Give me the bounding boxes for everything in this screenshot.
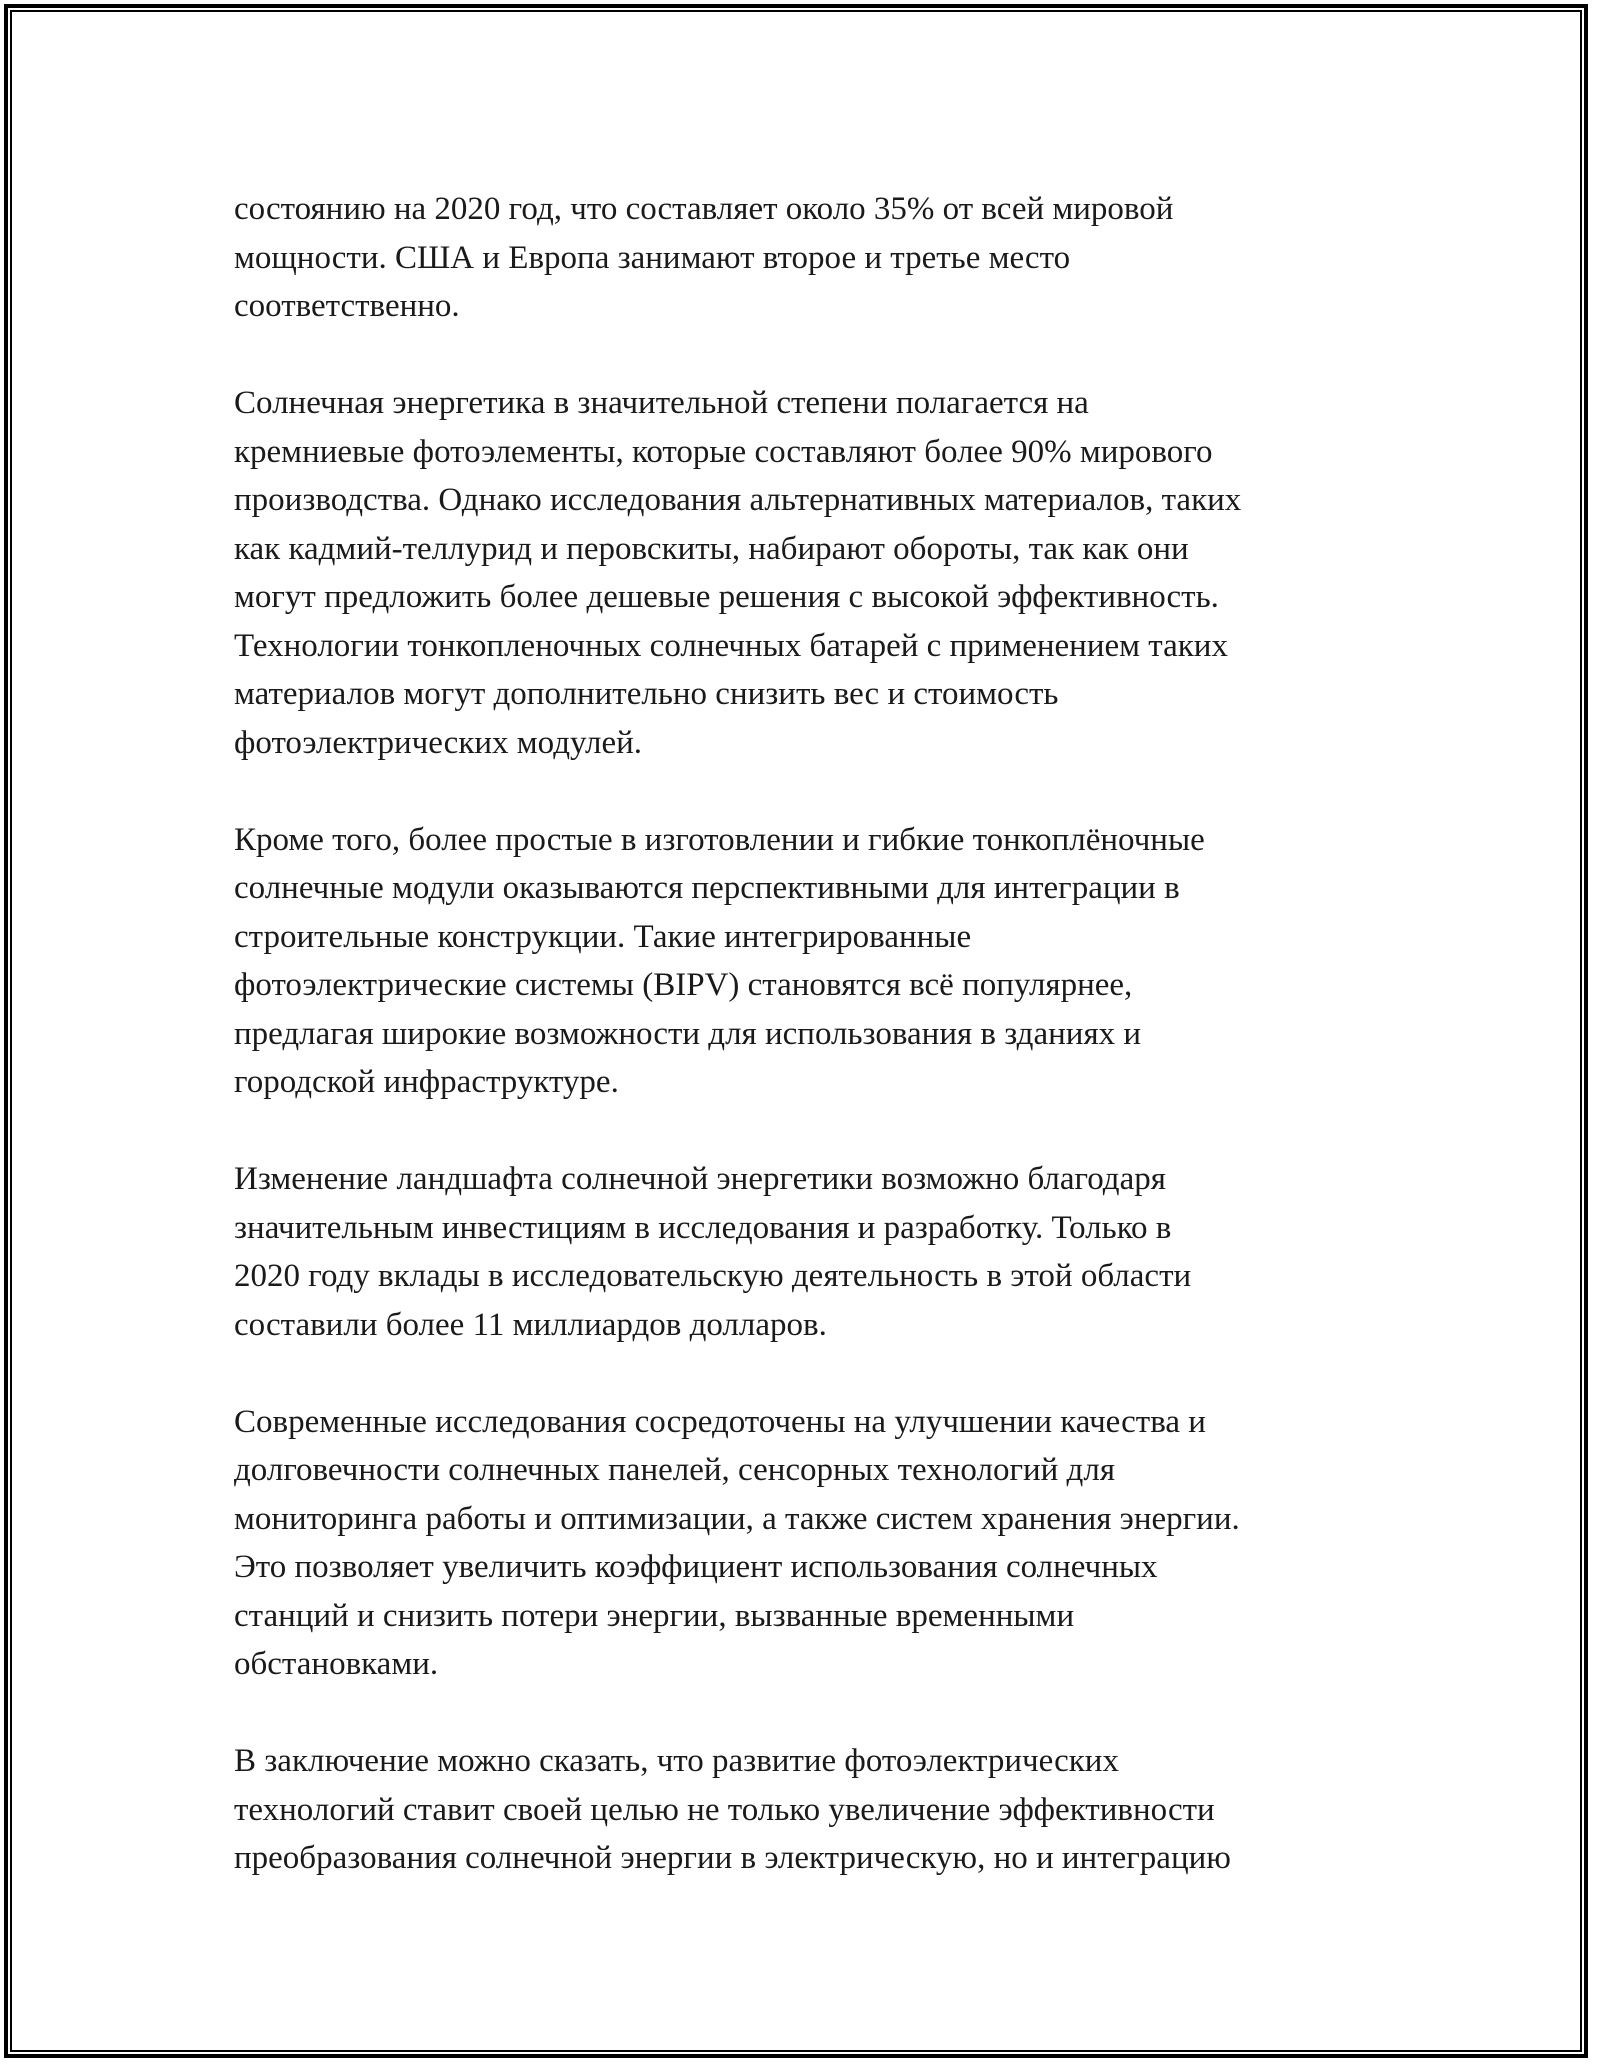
text-line: Солнечная энергетика в значительной степени полагается на: [234, 385, 1089, 421]
text-line: 2020 году вклады в исследовательскую деятельность в этой области: [234, 1258, 1192, 1294]
text-line: преобразования солнечной энергии в электрическую, но и интеграцию: [234, 1840, 1231, 1876]
text-line: могут предложить более дешевые решения с высокой эффективность.: [234, 579, 1219, 615]
paragraph-1: [234, 185, 1374, 331]
paragraph-4: [234, 1155, 1374, 1349]
document-body: [234, 185, 1374, 1883]
text-line: как кадмий-теллурид и перовскиты, набирают обороты, так как они: [234, 530, 1189, 567]
text-line: технологий ставит своей целью не только увеличение эффективности: [234, 1791, 1215, 1828]
text-line: материалов могут дополнительно снизить вес и стоимость: [234, 676, 1059, 712]
text-line: соответственно.: [234, 288, 460, 324]
text-line: Технологии тонкопленочных солнечных батарей с применением таких: [234, 627, 1228, 664]
text-line: долговечности солнечных панелей, сенсорных технологий для: [234, 1452, 1115, 1488]
text-line: мониторинга работы и оптимизации, а также систем хранения энергии.: [234, 1500, 1240, 1537]
text-line: производства. Однако исследования альтернативных материалов, таких: [234, 482, 1242, 518]
text-line: значительным инвестициям в исследования и разработку. Только в: [234, 1209, 1172, 1246]
text-line: предлагая широкие возможности для использования в зданиях и: [234, 1015, 1142, 1052]
text-line: городской инфраструктуре.: [234, 1064, 619, 1100]
text-line: составили более 11 миллиардов долларов.: [234, 1306, 827, 1343]
text-line: обстановками.: [234, 1646, 439, 1682]
text-line: фотоэлектрические системы (BIPV) становятся всё популярнее,: [234, 967, 1133, 1003]
paragraph-3: [234, 816, 1374, 1107]
text-line: кремниевые фотоэлементы, которые составляют более 90% мирового: [234, 433, 1213, 470]
text-line: Изменение ландшафта солнечной энергетики возможно благодаря: [234, 1161, 1166, 1197]
text-line: Кроме того, более простые в изготовлении и гибкие тонкоплёночные: [234, 821, 1205, 858]
text-line: Это позволяет увеличить коэффициент использования солнечных: [234, 1549, 1158, 1585]
text-line: состоянию на 2020 год, что составляет около 35% от всей мировой: [234, 191, 1174, 227]
text-line: строительные конструкции. Такие интегрированные: [234, 918, 972, 955]
text-line: станций и снизить потери энергии, вызванные временными: [234, 1597, 1075, 1634]
text-line: В заключение можно сказать, что развитие фотоэлектрических: [234, 1743, 1119, 1779]
paragraph-5: [234, 1398, 1374, 1689]
text-line: Современные исследования сосредоточены на улучшении качества и: [234, 1403, 1206, 1440]
text-line: мощности. США и Европа занимают второе и третье место: [234, 239, 1071, 276]
text-line: солнечные модули оказываются перспективными для интеграции в: [234, 870, 1180, 906]
paragraph-2: [234, 379, 1374, 767]
paragraph-6: [234, 1737, 1374, 1883]
text-line: фотоэлектрических модулей.: [234, 724, 643, 761]
